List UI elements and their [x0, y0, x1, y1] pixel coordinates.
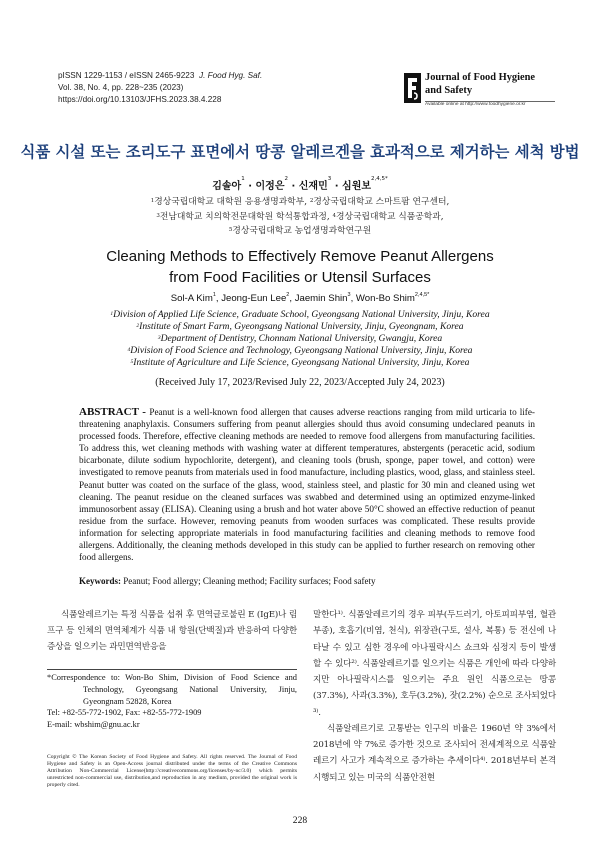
- korean-author: 신재민$^3$: [298, 176, 332, 192]
- journal-logo: [404, 71, 554, 115]
- korean-author: 김솔아$^1$: [212, 176, 245, 192]
- english-affiliation-line: $^1$Division of Applied Life Science, Graduate School, Gyeongsang National University, Jinju, Korea: [110, 309, 490, 320]
- doi-link[interactable]: https://doi.org/10.13103/JFHS.2023.38.4.228: [58, 95, 222, 105]
- body-paragraph: 말한다¹⁾. 식품알레르기의 경우 피부(두드러기, 아토피피부염, 혈관부종), 호흡기(비염, 천식), 위장관(구토, 설사, 복통) 등 전신에 나타날 수 있고 심한 경우에 아나필락시스 쇼크와 심정지 등이 발생할 수 있다²⁾. 식품알레르기를 일으키는 식품은 개인에 따라 다양하지만 아나필락시스를 일으키는 주요 원인 식품으로는 땅콩(37.3%), 사과(3.3%), 호두(3.2%), 잣(2.2%) 순으로 조사되었다³⁾.: [313, 610, 556, 718]
- keywords: [79, 576, 535, 586]
- body-left-column: [47, 607, 297, 655]
- english-affiliation-line: $^4$Division of Food Science and Technology, Gyeongsang National University, Jinju, Korea: [127, 345, 473, 356]
- korean-affiliation-line: $^3$전남대학교 치의학전문대학원 학석통합과정, $^4$경상국립대학교 식품공학과,: [156, 211, 444, 222]
- correspondence: [47, 672, 297, 731]
- copyright-notice: Copyright © The Korean Society of Food Hygiene and Safety. All rights reserved. The Journal of Food Hygiene and Safety is an Open-Access journal distributed under the terms of the Creative Commons Attribution Non-Commercial License(http://creativecommons.org/licenses/by-nc/3.0) which permits unrestricted non-commercial use, distribution,and reproduction in any medium, provided the original work is properly cited.: [47, 754, 297, 789]
- received-dates: (Received July 17, 2023/Revised July 22, 2023/Accepted July 24, 2023): [155, 377, 445, 388]
- korean-author: 심원보$^{2,4,5*}$: [342, 176, 388, 192]
- english-title: Cleaning Methods to Effectively Remove Peanut Allergens from Food Facilities or Utensil Surfaces: [106, 248, 494, 286]
- correspondence-phone: Tel: +82-55-772-1902, Fax: +82-55-772-1909: [47, 708, 202, 718]
- english-author: Jaemin Shin$^3$: [294, 292, 351, 304]
- journal-logo-title: Journal of Food Hygiene and Safety: [425, 72, 535, 96]
- english-authors: Sol-A Kim$^1$, Jeong-Eun Lee$^2$, Jaemin Shin$^3$, Won-Bo Shim$^{2,4,5*}$: [170, 292, 430, 304]
- abstract: [79, 406, 535, 563]
- abstract-body: Peanut is a well-known food allergen that causes adverse reactions ranging from mild urticaria to life-threatening anaphylaxis. Consumers suffering from peanut allergies should thus avoid consuming undeclared peanuts in processed foods. Therefore, effective cleaning methods are needed to remove food allergens from manufacturing facilities. To address this, wet cleaning methods with washing water at different temperatures, abstergents (peracetic acid, sodium bicarbonate, dilute sodium hypochlorite, detergent), and cleaning tools (brush, sponge, paper towel, and cotton) were investigated to remove peanuts from materials used in food manufacture, including plastics, wood, glass, and stainless steel. Peanut butter was coated on the surface of the glass, wood, stainless steel, and plastic for 30 min and cleaned using wet cleaning. The peanut residue on the cleaned surfaces was swabbed and determined using an optimized enzyme-linked immunosorbent assay (ELISA). Cleaning using a brush and hot water above 50°C showed an effective reduction of peanut residue from the surface. However, removing peanuts from wooden surfaces was complicated. These results provide information for selecting appropriate materials in food manufacturing facilities and cleaning methods to remove food allergens. Additionally, the cleaning methods developed in this study can be applied to further research on removing other food allergens.: [79, 407, 535, 563]
- korean-authors: [0, 177, 600, 192]
- abstract-heading: ABSTRACT -: [79, 406, 150, 418]
- author-separator: ·: [248, 181, 253, 192]
- keywords-list: Peanut; Food allergy; Cleaning method; Facility surfaces; Food safety: [121, 576, 376, 586]
- english-author: Sol-A Kim$^1$: [170, 292, 216, 304]
- body-right-column: [313, 607, 556, 786]
- issn-line: pISSN 1229-1153 / eISSN 2465-9223 J. Food Hyg. Saf.: [58, 71, 263, 80]
- korean-affiliations: [0, 195, 600, 239]
- korean-affiliation-line: $^5$경상국립대학교 농업생명과학연구원: [228, 226, 372, 237]
- journal-url[interactable]: Available online at http://www.foodhygiene.or.kr: [425, 102, 526, 107]
- korean-title: 식품 시설 또는 조리도구 표면에서 땅콩 알레르겐을 효과적으로 제거하는 세척 방법: [20, 143, 580, 161]
- english-affiliations: [0, 309, 600, 369]
- logo-rule: [425, 101, 555, 102]
- author-separator: ·: [334, 181, 339, 192]
- journal-logo-icon: [404, 73, 421, 103]
- footnote-divider: [47, 669, 297, 670]
- english-affiliation-line: $^5$Institute of Agriculture and Life Science, Gyeongsang National University, Jinju, Korea: [130, 357, 470, 368]
- journal-header: [58, 70, 262, 107]
- body-paragraph: 식품알레르기는 특정 식품을 섭취 후 면역글로불린 E (IgE)나 림프구 등 인체의 면역체계가 식품 내 항원(단백질)과 반응하여 다양한 증상을 일으키는 과민면역반응을: [47, 610, 297, 652]
- correspondence-address: *Correspondence to: Won-Bo Shim, Division of Food Science and Technology, Gyeongsang National University, Jinju, Gyeongnam 52828, Korea: [47, 673, 297, 706]
- english-affiliation-line: $^3$Department of Dentistry, Chonnam National University, Gwangju, Korea: [157, 333, 443, 344]
- author-separator: ·: [291, 181, 296, 192]
- korean-affiliation-line: $^1$경상국립대학교 대학원 응용생명과학부, $^2$경상국립대학교 스마트팜 연구센터,: [150, 197, 450, 207]
- keywords-label: Keywords:: [79, 576, 121, 586]
- volume-line: Vol. 38, No. 4, pp. 228~235 (2023): [58, 83, 184, 93]
- english-author: Jeong-Eun Lee$^2$: [221, 292, 290, 304]
- page-number: 228: [292, 815, 308, 826]
- body-paragraph: 식품알레르기로 고통받는 인구의 비율은 1960년 약 3%에서 2018년에 약 7%로 증가한 것으로 조사되어 전세계적으로 식품알레르기 사고가 계속적으로 증가하는 추세이다⁴⁾. 2018년부터 본격 시행되고 있는 미국의 식품안전현: [313, 723, 556, 783]
- english-author: Won-Bo Shim$^{2,4,5*}$: [355, 292, 430, 304]
- korean-author: 이정은$^2$: [255, 176, 288, 192]
- correspondence-email[interactable]: E-mail: wbshim@gnu.ac.kr: [47, 720, 140, 730]
- english-affiliation-line: $^2$Institute of Smart Farm, Gyeongsang National University, Jinju, Gyeongnam, Korea: [136, 321, 464, 332]
- journal-abbrev: J. Food Hyg. Saf.: [198, 71, 263, 80]
